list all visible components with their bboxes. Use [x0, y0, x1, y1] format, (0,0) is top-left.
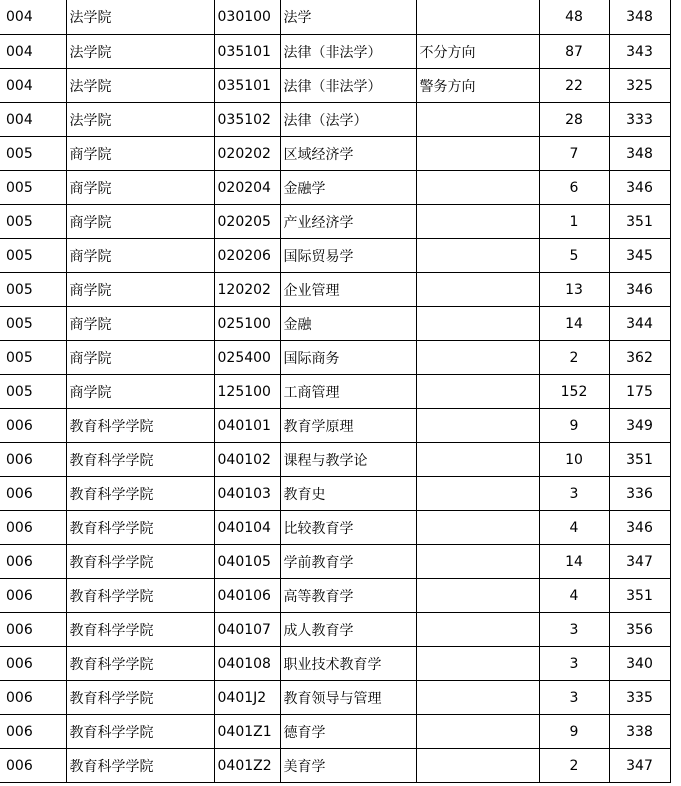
direction-cell: 警务方向	[416, 69, 539, 103]
direction-cell	[416, 749, 539, 783]
min-score-cell: 338	[609, 715, 670, 749]
table-row	[0, 273, 670, 307]
table-row	[0, 69, 670, 103]
major-code-cell: 040108	[214, 647, 280, 681]
college-name-cell: 教育科学学院	[66, 647, 214, 681]
college-code-cell: 005	[0, 137, 66, 171]
college-name-cell: 法学院	[66, 103, 214, 137]
major-code-cell: 020205	[214, 205, 280, 239]
major-code-cell: 0401Z1	[214, 715, 280, 749]
table-row	[0, 375, 670, 409]
college-code-cell: 005	[0, 375, 66, 409]
direction-cell	[416, 681, 539, 715]
college-code-cell: 004	[0, 103, 66, 137]
admit-count-cell: 152	[539, 375, 609, 409]
major-code-cell: 035101	[214, 35, 280, 69]
major-name-cell: 教育史	[280, 477, 416, 511]
table-row	[0, 137, 670, 171]
college-name-cell: 商学院	[66, 137, 214, 171]
major-name-cell: 比较教育学	[280, 511, 416, 545]
major-name-cell: 高等教育学	[280, 579, 416, 613]
table-row	[0, 341, 670, 375]
admit-count-cell: 2	[539, 749, 609, 783]
major-code-cell: 020206	[214, 239, 280, 273]
college-name-cell: 商学院	[66, 307, 214, 341]
table-row	[0, 545, 670, 579]
admit-count-cell: 28	[539, 103, 609, 137]
college-name-cell: 教育科学学院	[66, 681, 214, 715]
min-score-cell: 351	[609, 579, 670, 613]
direction-cell	[416, 171, 539, 205]
admit-count-cell: 10	[539, 443, 609, 477]
admit-count-cell: 3	[539, 477, 609, 511]
min-score-cell: 345	[609, 239, 670, 273]
min-score-cell: 346	[609, 273, 670, 307]
college-name-cell: 商学院	[66, 239, 214, 273]
college-name-cell: 教育科学学院	[66, 477, 214, 511]
min-score-cell: 347	[609, 749, 670, 783]
direction-cell: 不分方向	[416, 35, 539, 69]
direction-cell	[416, 103, 539, 137]
major-name-cell: 法学	[280, 0, 416, 35]
table-row	[0, 0, 670, 35]
admit-count-cell: 4	[539, 579, 609, 613]
min-score-cell: 340	[609, 647, 670, 681]
direction-cell	[416, 0, 539, 35]
major-code-cell: 020202	[214, 137, 280, 171]
table-row	[0, 681, 670, 715]
table-row	[0, 749, 670, 783]
major-code-cell: 025400	[214, 341, 280, 375]
college-name-cell: 法学院	[66, 0, 214, 35]
admit-count-cell: 9	[539, 409, 609, 443]
direction-cell	[416, 375, 539, 409]
major-name-cell: 课程与教学论	[280, 443, 416, 477]
direction-cell	[416, 579, 539, 613]
admit-count-cell: 2	[539, 341, 609, 375]
min-score-cell: 351	[609, 205, 670, 239]
college-code-cell: 005	[0, 307, 66, 341]
table-row	[0, 205, 670, 239]
college-code-cell: 005	[0, 341, 66, 375]
college-code-cell: 006	[0, 647, 66, 681]
major-name-cell: 法律（非法学）	[280, 69, 416, 103]
college-code-cell: 006	[0, 409, 66, 443]
college-code-cell: 004	[0, 0, 66, 35]
direction-cell	[416, 273, 539, 307]
college-name-cell: 法学院	[66, 35, 214, 69]
min-score-cell: 343	[609, 35, 670, 69]
college-code-cell: 005	[0, 273, 66, 307]
major-name-cell: 德育学	[280, 715, 416, 749]
college-code-cell: 006	[0, 443, 66, 477]
major-name-cell: 法律（非法学）	[280, 35, 416, 69]
table-row	[0, 35, 670, 69]
min-score-cell: 335	[609, 681, 670, 715]
major-code-cell: 0401Z2	[214, 749, 280, 783]
college-name-cell: 商学院	[66, 273, 214, 307]
major-name-cell: 教育学原理	[280, 409, 416, 443]
table-row	[0, 511, 670, 545]
admit-count-cell: 3	[539, 681, 609, 715]
college-code-cell: 004	[0, 69, 66, 103]
major-name-cell: 法律（法学）	[280, 103, 416, 137]
min-score-cell: 336	[609, 477, 670, 511]
major-name-cell: 国际商务	[280, 341, 416, 375]
college-code-cell: 006	[0, 715, 66, 749]
admit-count-cell: 3	[539, 613, 609, 647]
college-name-cell: 教育科学学院	[66, 545, 214, 579]
admit-count-cell: 1	[539, 205, 609, 239]
major-code-cell: 035101	[214, 69, 280, 103]
min-score-cell: 333	[609, 103, 670, 137]
major-name-cell: 教育领导与管理	[280, 681, 416, 715]
college-name-cell: 教育科学学院	[66, 443, 214, 477]
table-row	[0, 443, 670, 477]
table-row	[0, 613, 670, 647]
college-code-cell: 004	[0, 35, 66, 69]
admit-count-cell: 22	[539, 69, 609, 103]
major-name-cell: 工商管理	[280, 375, 416, 409]
min-score-cell: 346	[609, 511, 670, 545]
admit-count-cell: 87	[539, 35, 609, 69]
major-code-cell: 125100	[214, 375, 280, 409]
college-name-cell: 教育科学学院	[66, 749, 214, 783]
college-code-cell: 006	[0, 681, 66, 715]
table-row	[0, 647, 670, 681]
major-name-cell: 金融	[280, 307, 416, 341]
direction-cell	[416, 511, 539, 545]
admit-count-cell: 9	[539, 715, 609, 749]
direction-cell	[416, 545, 539, 579]
college-name-cell: 商学院	[66, 375, 214, 409]
min-score-cell: 348	[609, 137, 670, 171]
major-name-cell: 美育学	[280, 749, 416, 783]
min-score-cell: 348	[609, 0, 670, 35]
major-code-cell: 040103	[214, 477, 280, 511]
major-name-cell: 国际贸易学	[280, 239, 416, 273]
college-name-cell: 法学院	[66, 69, 214, 103]
min-score-cell: 325	[609, 69, 670, 103]
college-name-cell: 商学院	[66, 341, 214, 375]
table-row	[0, 239, 670, 273]
table-row	[0, 579, 670, 613]
min-score-cell: 347	[609, 545, 670, 579]
college-name-cell: 教育科学学院	[66, 409, 214, 443]
college-code-cell: 006	[0, 749, 66, 783]
college-name-cell: 商学院	[66, 205, 214, 239]
major-name-cell: 金融学	[280, 171, 416, 205]
college-name-cell: 教育科学学院	[66, 613, 214, 647]
min-score-cell: 356	[609, 613, 670, 647]
admit-count-cell: 14	[539, 545, 609, 579]
major-code-cell: 040102	[214, 443, 280, 477]
major-code-cell: 040105	[214, 545, 280, 579]
table-row	[0, 171, 670, 205]
table-row	[0, 715, 670, 749]
college-name-cell: 商学院	[66, 171, 214, 205]
direction-cell	[416, 137, 539, 171]
major-code-cell: 030100	[214, 0, 280, 35]
college-code-cell: 006	[0, 613, 66, 647]
min-score-cell: 351	[609, 443, 670, 477]
college-code-cell: 006	[0, 511, 66, 545]
college-name-cell: 教育科学学院	[66, 715, 214, 749]
direction-cell	[416, 307, 539, 341]
table-row	[0, 103, 670, 137]
direction-cell	[416, 239, 539, 273]
major-code-cell: 025100	[214, 307, 280, 341]
admit-count-cell: 14	[539, 307, 609, 341]
admit-count-cell: 4	[539, 511, 609, 545]
admit-count-cell: 5	[539, 239, 609, 273]
major-code-cell: 120202	[214, 273, 280, 307]
min-score-cell: 344	[609, 307, 670, 341]
min-score-cell: 346	[609, 171, 670, 205]
min-score-cell: 175	[609, 375, 670, 409]
direction-cell	[416, 341, 539, 375]
direction-cell	[416, 477, 539, 511]
major-name-cell: 职业技术教育学	[280, 647, 416, 681]
college-code-cell: 006	[0, 545, 66, 579]
college-code-cell: 005	[0, 205, 66, 239]
table-row	[0, 477, 670, 511]
admit-count-cell: 48	[539, 0, 609, 35]
college-code-cell: 006	[0, 579, 66, 613]
college-name-cell: 教育科学学院	[66, 579, 214, 613]
direction-cell	[416, 443, 539, 477]
table-row	[0, 307, 670, 341]
direction-cell	[416, 409, 539, 443]
admit-count-cell: 3	[539, 647, 609, 681]
major-name-cell: 区域经济学	[280, 137, 416, 171]
college-name-cell: 教育科学学院	[66, 511, 214, 545]
admit-count-cell: 7	[539, 137, 609, 171]
major-name-cell: 成人教育学	[280, 613, 416, 647]
major-code-cell: 0401J2	[214, 681, 280, 715]
college-code-cell: 006	[0, 477, 66, 511]
major-code-cell: 035102	[214, 103, 280, 137]
admit-count-cell: 6	[539, 171, 609, 205]
direction-cell	[416, 613, 539, 647]
admit-count-cell: 13	[539, 273, 609, 307]
min-score-cell: 362	[609, 341, 670, 375]
major-code-cell: 040104	[214, 511, 280, 545]
major-name-cell: 企业管理	[280, 273, 416, 307]
major-name-cell: 产业经济学	[280, 205, 416, 239]
table-row	[0, 409, 670, 443]
direction-cell	[416, 205, 539, 239]
min-score-cell: 349	[609, 409, 670, 443]
major-code-cell: 040101	[214, 409, 280, 443]
major-code-cell: 040107	[214, 613, 280, 647]
college-code-cell: 005	[0, 171, 66, 205]
major-name-cell: 学前教育学	[280, 545, 416, 579]
direction-cell	[416, 647, 539, 681]
major-code-cell: 020204	[214, 171, 280, 205]
major-code-cell: 040106	[214, 579, 280, 613]
college-code-cell: 005	[0, 239, 66, 273]
direction-cell	[416, 715, 539, 749]
